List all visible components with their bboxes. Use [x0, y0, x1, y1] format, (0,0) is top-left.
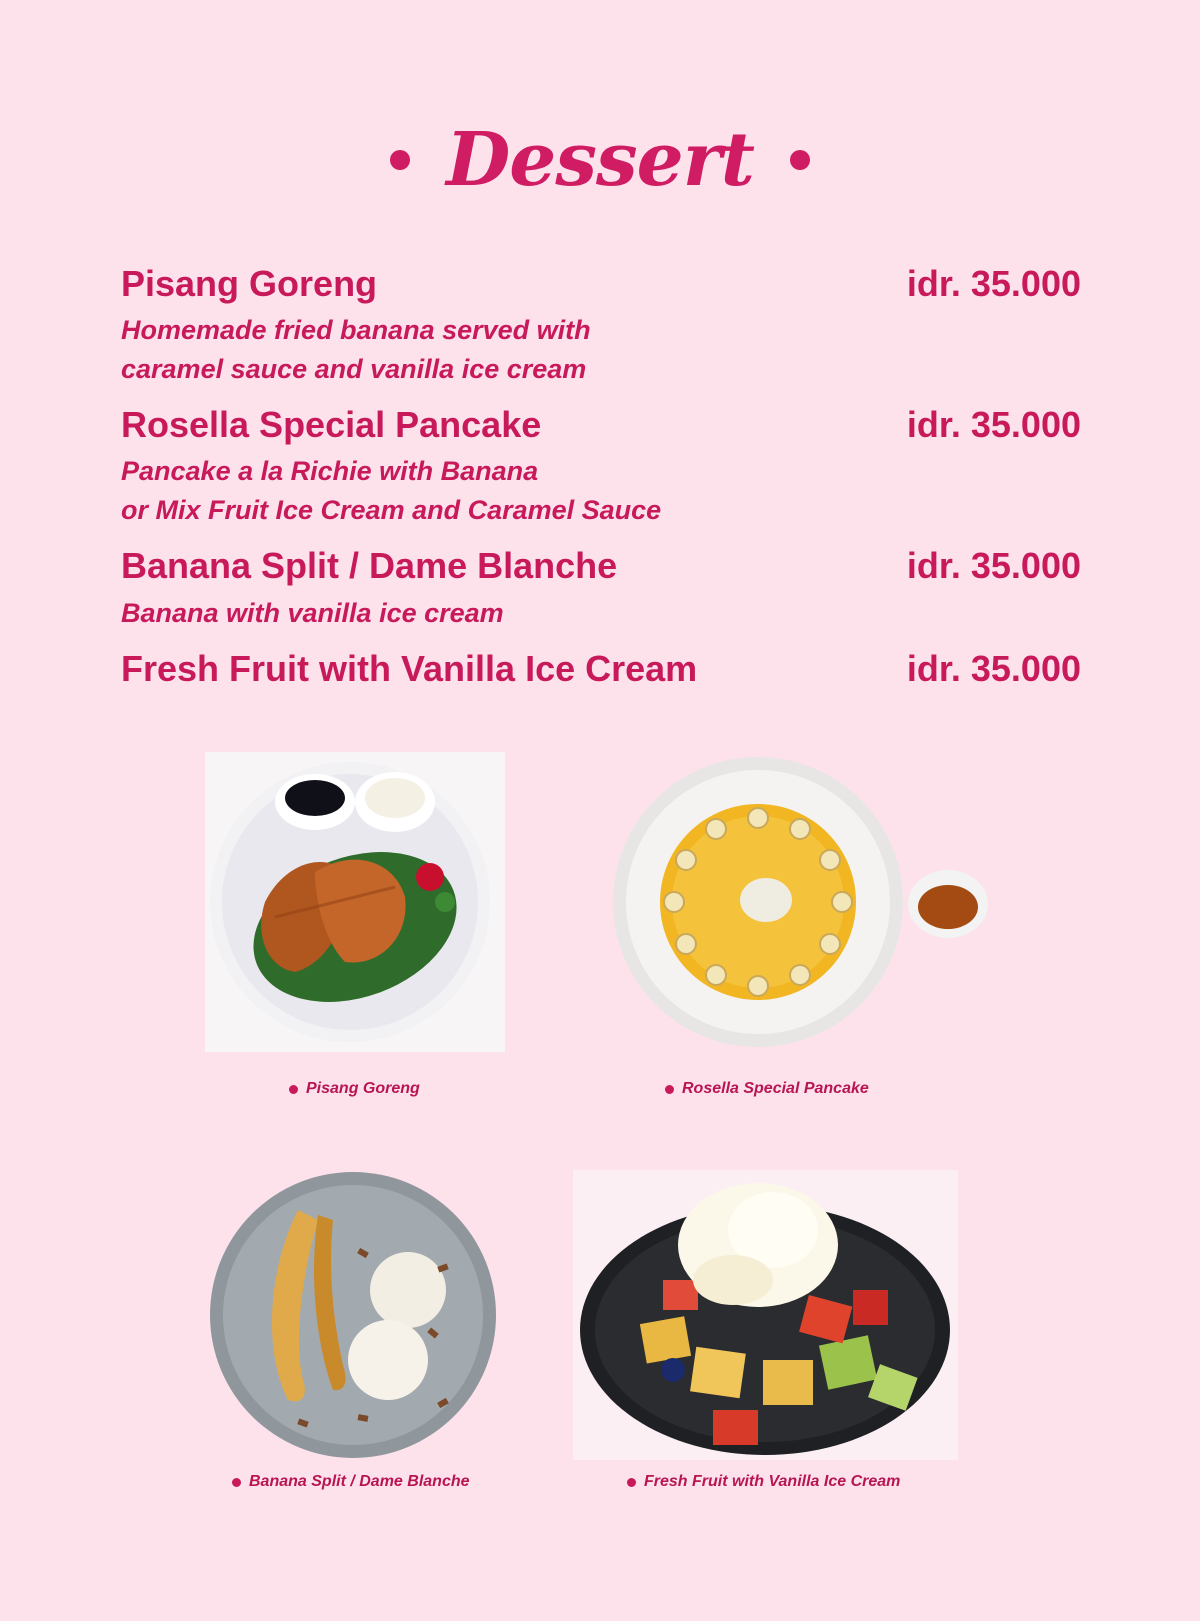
title-row	[0, 110, 1200, 210]
item-description	[121, 311, 1081, 389]
item-desc-line: Banana with vanilla ice cream	[121, 597, 504, 628]
item-desc-line: or Mix Fruit Ice Cream and Caramel Sauce	[121, 495, 662, 526]
photo-pisang-goreng	[205, 752, 505, 1052]
caption-rosella-special-pancake	[665, 1080, 869, 1098]
menu-item	[121, 544, 1081, 632]
photo-rosella-special-pancake	[608, 752, 998, 1052]
menu-item	[121, 262, 1081, 389]
caption-text: Rosella Special Pancake	[682, 1080, 869, 1097]
caption-text: Fresh Fruit with Vanilla Ice Cream	[644, 1473, 901, 1490]
page-title: Dessert	[446, 117, 754, 203]
menu-item	[121, 403, 1081, 530]
item-price: idr. 35.000	[906, 263, 1081, 304]
item-price: idr. 35.000	[906, 404, 1081, 446]
caption-fresh-fruit-ice-cream	[627, 1473, 900, 1491]
item-name: Rosella Special Pancake	[121, 404, 542, 446]
menu-item	[121, 647, 1081, 690]
item-desc-line: caramel sauce and vanilla ice cream	[121, 354, 587, 385]
caption-text: Pisang Goreng	[306, 1080, 420, 1097]
photo-fresh-fruit-ice-cream	[573, 1170, 958, 1460]
item-name: Pisang Goreng	[121, 263, 378, 304]
menu-list	[121, 262, 1081, 704]
bullet-dot	[289, 1085, 298, 1094]
item-desc-line: Pancake a la Richie with Banana	[121, 456, 539, 487]
item-price: idr. 35.000	[906, 545, 1081, 587]
photo-banana-split	[208, 1170, 498, 1460]
item-desc-line: Homemade fried banana served with	[121, 315, 591, 346]
bullet-dot	[627, 1478, 636, 1487]
item-description	[121, 594, 1081, 633]
caption-banana-split	[232, 1473, 470, 1491]
caption-text: Banana Split / Dame Blanche	[249, 1473, 470, 1490]
item-name: Banana Split / Dame Blanche	[121, 545, 618, 587]
bullet-dot	[232, 1478, 241, 1487]
item-name: Fresh Fruit with Vanilla Ice Cream	[121, 647, 698, 689]
item-description	[121, 452, 1081, 530]
title-dot-left	[390, 150, 410, 170]
title-dot-right	[790, 150, 810, 170]
item-price: idr. 35.000	[906, 647, 1081, 689]
bullet-dot	[665, 1085, 674, 1094]
caption-pisang-goreng	[289, 1080, 420, 1098]
